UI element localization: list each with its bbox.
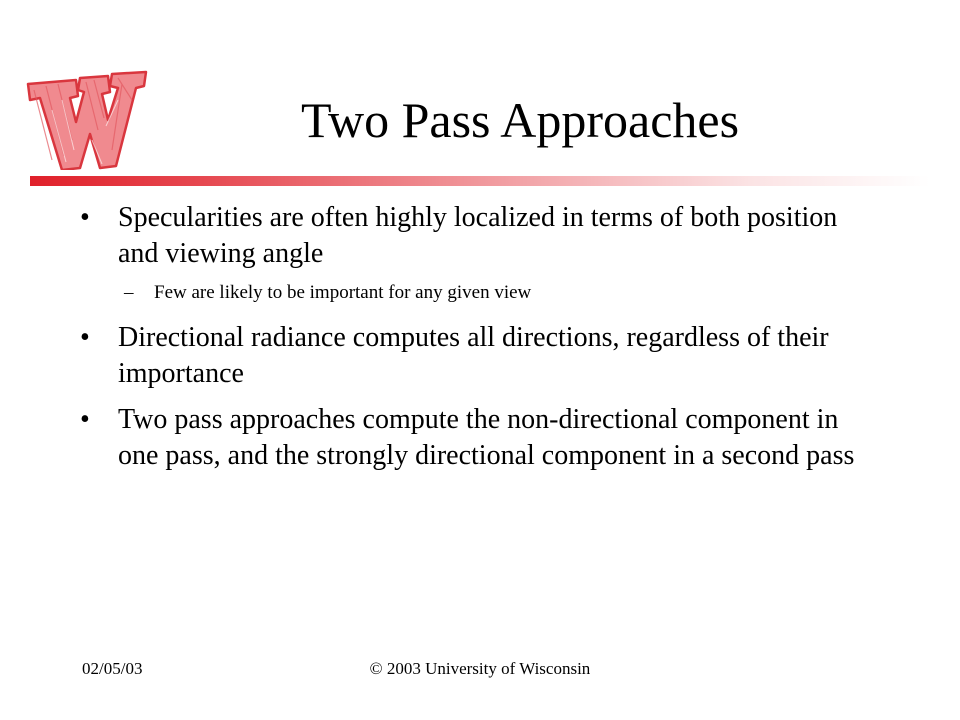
sub-bullet-marker: – [124, 282, 134, 303]
bullet-item [78, 320, 878, 392]
footer-date: 02/05/03 [82, 659, 143, 678]
sub-bullet-item [78, 280, 878, 306]
bullet-item [78, 200, 878, 272]
sub-bullet-text: Few are likely to be important for any given view [154, 282, 532, 303]
footer-copyright: © 2003 University of Wisconsin [369, 659, 591, 678]
bullet-list [78, 200, 878, 484]
bullet-marker: • [80, 322, 90, 353]
bullet-text: Directional radiance computes all directions, regardless of their importance [118, 322, 829, 389]
wisconsin-w-logo-icon [22, 70, 152, 170]
bullet-text: Two pass approaches compute the non-directional component in one pass, and the strongly directional component in a second pass [118, 404, 855, 471]
title-divider [30, 176, 930, 186]
slide-title: Two Pass Approaches [300, 92, 740, 148]
bullet-marker: • [80, 202, 90, 233]
bullet-item [78, 402, 878, 474]
bullet-text: Specularities are often highly localized in terms of both position and viewing angle [118, 202, 838, 269]
bullet-marker: • [80, 404, 90, 435]
